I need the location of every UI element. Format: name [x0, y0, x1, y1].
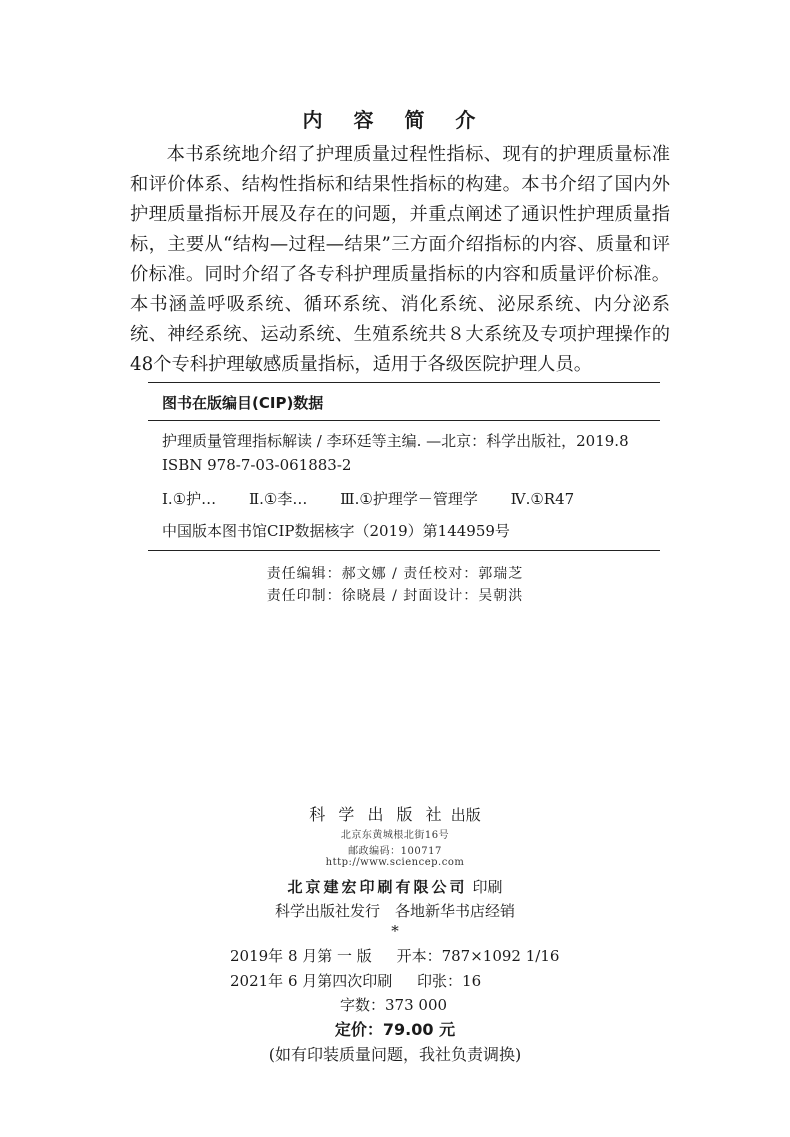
- cip-isbn: ISBN 978-7-03-061883-2: [162, 456, 352, 474]
- cip-top-rule: [148, 382, 660, 383]
- cip-book-line: 护理质量管理指标解读 / 李环廷等主编. —北京：科学出版社，2019.8: [162, 432, 629, 450]
- price: 定价：79.00 元: [334, 1020, 456, 1039]
- printer-line: [0, 876, 790, 897]
- intro-paragraph: 本书系统地介绍了护理质量过程性指标、现有的护理质量标准和评价体系、结构性指标和结果性指标的构建。本书介绍了国内外护理质量指标开展及存在的问题，并重点阐述了通识性护理质量指标，主要从“结构—过程—结果”三方面介绍指标的内容、质量和评价标准。同时介绍了各专科护理质量指标的内容和质量评价标准。本书涵盖呼吸系统、循环系统、消化系统、泌尿系统、内分泌系统、神经系统、运动系统、生殖系统共８大系统及专项护理操作的48个专科护理敏感质量指标，适用于各级医院护理人员。: [130, 144, 670, 375]
- quality-notice: (如有印装质量问题，我社负责调换): [268, 1045, 522, 1064]
- distribution-line: 科学出版社发行 各地新华书店经销: [274, 902, 515, 920]
- cip-heading-rule: [148, 420, 660, 421]
- reprint-info: 2021年 6 月第四次印刷: [230, 972, 393, 990]
- publisher-suffix: 出版: [450, 806, 481, 824]
- publisher-line: [0, 802, 790, 825]
- publisher-address: 北京东黄城根北街16号: [340, 830, 450, 841]
- printer-suffix: 印刷: [472, 878, 503, 896]
- classification-3: Ⅲ.①护理学－管理学: [340, 490, 478, 508]
- classification-2: Ⅱ.①李…: [248, 490, 308, 508]
- credits-line-2: 责任印制：徐晓晨 / 封面设计：吴朝洪: [266, 588, 524, 604]
- separator-star: *: [391, 922, 399, 940]
- publisher-postcode: 邮政编码：100717: [348, 846, 442, 857]
- classification-4: Ⅳ.①R47: [510, 490, 575, 508]
- cip-heading: 图书在版编目(CIP)数据: [162, 394, 324, 412]
- word-count: 字数：373 000: [340, 996, 448, 1014]
- cip-number: 中国版本图书馆CIP数据核字（2019）第144959号: [162, 522, 510, 540]
- first-edition: 2019年 8 月第 一 版: [230, 947, 372, 965]
- credits-line-1: 责任编辑：郝文娜 / 责任校对：郭瑞芝: [266, 566, 524, 582]
- page-title: 内 容 简 介: [302, 108, 488, 132]
- print-sheets: 印张：16: [417, 972, 482, 990]
- cip-classification: [162, 488, 574, 509]
- publisher-name: 科 学 出 版 社: [309, 805, 446, 824]
- cip-bottom-rule: [148, 550, 660, 551]
- classification-1: Ⅰ.①护…: [162, 490, 217, 508]
- book-format: 开本：787×1092 1/16: [396, 947, 560, 965]
- publisher-url: http://www.sciencep.com: [325, 857, 465, 868]
- printer-name: 北京建宏印刷有限公司: [287, 878, 468, 896]
- edition-line: [230, 945, 559, 966]
- reprint-line: [230, 970, 481, 991]
